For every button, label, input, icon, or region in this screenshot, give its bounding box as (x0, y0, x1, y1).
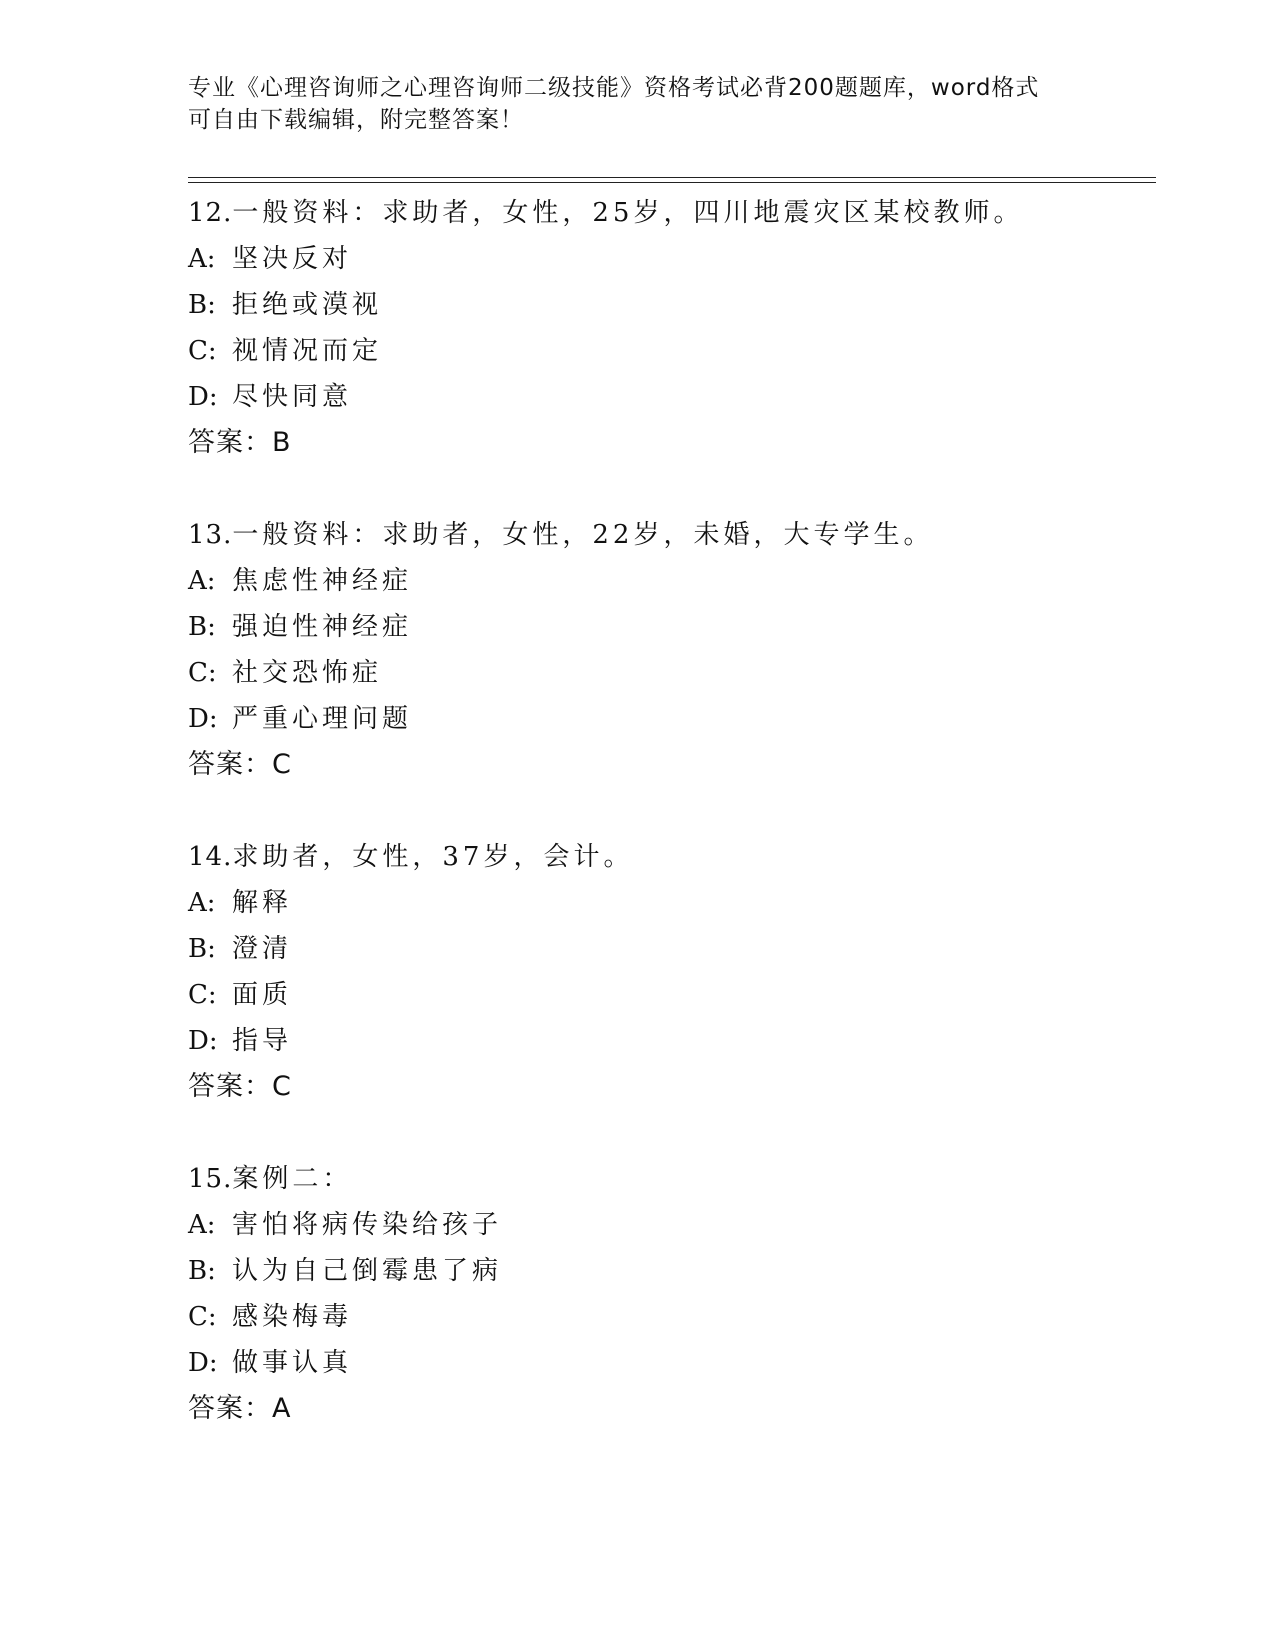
question-number: 12. (188, 198, 233, 228)
question-number: 14. (188, 842, 233, 872)
option-text: 严重心理问题 (232, 704, 413, 734)
question-number: 15. (188, 1164, 233, 1194)
answer-line: 答案：B (188, 427, 292, 458)
question-list (188, 190, 1148, 1432)
option-text: 解释 (232, 888, 293, 918)
question-stem (188, 834, 1148, 880)
option-letter: C: (188, 658, 217, 688)
option-text: 做事认真 (232, 1348, 353, 1378)
option-c (188, 328, 1148, 374)
option-letter: D: (188, 1026, 218, 1056)
option-text: 感染梅毒 (232, 1302, 353, 1332)
option-d (188, 1018, 1148, 1064)
option-c (188, 972, 1148, 1018)
option-text: 害怕将病传染给孩子 (232, 1210, 503, 1240)
option-d (188, 374, 1148, 420)
option-a (188, 558, 1148, 604)
option-letter: B: (188, 612, 216, 642)
question-number: 13. (188, 520, 233, 550)
option-letter: D: (188, 382, 218, 412)
option-text: 视情况而定 (232, 336, 383, 366)
option-a (188, 1202, 1148, 1248)
header-line-2: 可自由下载编辑，附完整答案！ (188, 107, 524, 133)
question-12 (188, 190, 1148, 466)
question-text: 一般资料：求助者，女性，25岁，四川地震灾区某校教师。 (232, 198, 1024, 228)
option-letter: C: (188, 980, 217, 1010)
option-c (188, 1294, 1148, 1340)
option-text: 认为自己倒霉患了病 (232, 1256, 503, 1286)
option-d (188, 696, 1148, 742)
header-divider-top (188, 177, 1156, 178)
question-text: 案例二： (232, 1164, 353, 1194)
question-stem (188, 190, 1148, 236)
option-letter: C: (188, 336, 217, 366)
option-b (188, 282, 1148, 328)
option-letter: A: (188, 566, 216, 596)
option-letter: B: (188, 1256, 216, 1286)
answer-line: 答案：A (188, 1393, 292, 1424)
question-14 (188, 834, 1148, 1110)
option-text: 面质 (232, 980, 293, 1010)
option-letter: A: (188, 1210, 216, 1240)
option-a (188, 880, 1148, 926)
document-header (188, 72, 1088, 136)
question-stem (188, 512, 1148, 558)
option-text: 强迫性神经症 (232, 612, 413, 642)
option-letter: B: (188, 934, 216, 964)
option-letter: A: (188, 888, 216, 918)
header-divider-bottom (188, 182, 1156, 183)
question-text: 一般资料：求助者，女性，22岁，未婚，大专学生。 (232, 520, 934, 550)
question-15 (188, 1156, 1148, 1432)
option-a (188, 236, 1148, 282)
option-text: 社交恐怖症 (232, 658, 383, 688)
answer-line: 答案：C (188, 749, 292, 780)
option-b (188, 604, 1148, 650)
option-letter: D: (188, 1348, 218, 1378)
option-letter: A: (188, 244, 216, 274)
option-text: 焦虑性神经症 (232, 566, 413, 596)
option-letter: B: (188, 290, 216, 320)
option-b (188, 926, 1148, 972)
option-b (188, 1248, 1148, 1294)
option-text: 尽快同意 (232, 382, 353, 412)
option-text: 拒绝或漠视 (232, 290, 383, 320)
option-letter: C: (188, 1302, 217, 1332)
option-text: 指导 (232, 1026, 293, 1056)
question-13 (188, 512, 1148, 788)
option-text: 坚决反对 (232, 244, 353, 274)
answer-line: 答案：C (188, 1071, 292, 1102)
question-text: 求助者，女性，37岁，会计。 (232, 842, 634, 872)
header-line-1: 专业《心理咨询师之心理咨询师二级技能》资格考试必背200题题库，word格式 (188, 75, 1040, 101)
option-d (188, 1340, 1148, 1386)
option-letter: D: (188, 704, 218, 734)
question-stem (188, 1156, 1148, 1202)
option-c (188, 650, 1148, 696)
option-text: 澄清 (232, 934, 293, 964)
